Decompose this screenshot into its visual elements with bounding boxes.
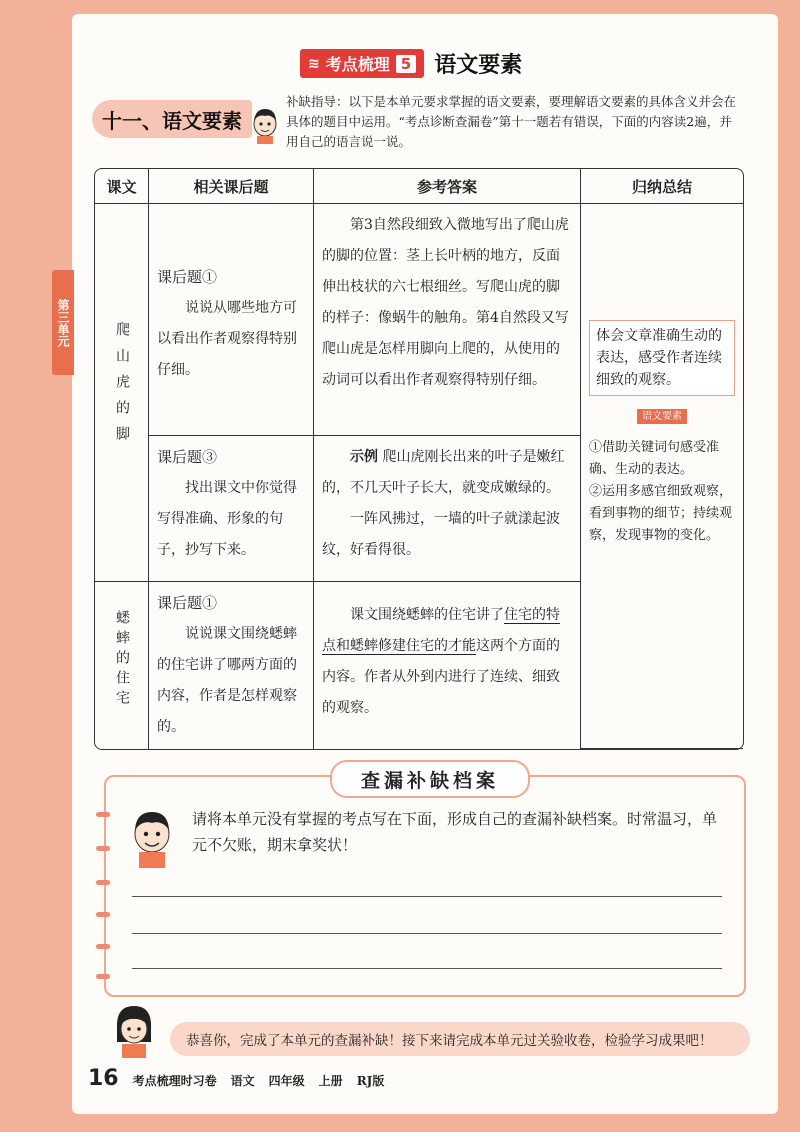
answer-cell	[314, 204, 581, 436]
boy-cartoon-icon	[126, 806, 178, 868]
answer-cell	[314, 582, 581, 749]
unit-side-tab: 第三单元	[52, 270, 74, 375]
lesson-name	[95, 204, 149, 582]
congrats-banner	[170, 1022, 750, 1056]
summary-box: 体会文章准确生动的表达，感受作者连续细致的观察。	[589, 320, 735, 396]
answer-text: 爬山虎刚长出来的叶子是嫩红的，不几天叶子长大，就变成嫩绿的。	[322, 449, 565, 496]
review-instructions: 请将本单元没有掌握的考点写在下面，形成自己的查漏补缺档案。时常温习，单元不欠账，期末拿奖状！	[192, 810, 718, 854]
header-question: 相关课后题	[149, 169, 314, 204]
header-answer: 参考答案	[314, 169, 581, 204]
table-row	[95, 204, 743, 436]
wave-icon: ≋	[308, 55, 320, 72]
example-label: 示例	[350, 449, 378, 465]
topic-label: 十一、语文要素	[92, 100, 252, 138]
grade: 四年级	[268, 1074, 305, 1088]
element-tag: 语文要素	[637, 409, 687, 424]
question-title: 课后题①	[157, 268, 218, 286]
question-cell	[149, 582, 314, 749]
writing-line[interactable]	[132, 968, 722, 969]
header-summary: 归纳总结	[581, 169, 743, 204]
review-title: 查漏补缺档案	[330, 760, 530, 798]
question-text: 说说从哪些地方可以看出作者观察得特别仔细。	[157, 300, 297, 378]
question-text: 说说课文围绕蟋蟀的住宅讲了哪两方面的内容，作者是怎样观察的。	[157, 626, 297, 735]
answer-text-post: 这两个方面的内容。作者从外到内进行了连续、细致的观察。	[322, 638, 560, 716]
subject: 语文	[230, 1074, 255, 1088]
binder-ring	[96, 846, 110, 851]
header-lesson: 课文	[95, 169, 149, 204]
answer-text-2: 一阵风拂过，一墙的叶子就漾起波纹，好看得很。	[322, 511, 560, 558]
answer-text-pre: 课文围绕蟋蟀的住宅讲了	[350, 607, 504, 623]
binder-ring	[96, 944, 110, 949]
boy-cartoon-icon	[248, 104, 282, 144]
answer-cell	[314, 436, 581, 582]
answer-text: 第3自然段细致入微地写出了爬山虎的脚的位置：茎上长叶柄的地方，反面伸出枝状的六七根细丝。写爬山虎的脚的样子：像蜗牛的触角。第4自然段又写爬山虎是怎样用脚向上爬的，从使用的动词可以看出作者观察得特别仔细。	[322, 217, 569, 388]
section-badge	[300, 49, 424, 78]
answer-underlined: 住宅的特点和蟋蟀修建住宅的才能	[322, 607, 560, 654]
lesson-title: 蟋蟀的住宅	[114, 609, 130, 710]
lesson-name	[95, 582, 149, 749]
question-cell	[149, 204, 314, 436]
section-header	[300, 48, 522, 79]
page-number: 16	[88, 1066, 119, 1091]
writing-line[interactable]	[132, 933, 722, 934]
page-footer	[88, 1066, 384, 1091]
badge-label: 考点梳理	[325, 55, 390, 74]
question-cell	[149, 436, 314, 582]
congrats-text: 恭喜你，完成了本单元的查漏补缺！接下来请完成本单元过关验收卷，检验学习成果吧！	[186, 1033, 713, 1049]
girl-cartoon-icon	[112, 1002, 156, 1058]
summary-cell	[581, 204, 743, 749]
badge-number: 5	[396, 55, 416, 73]
book-name: 考点梳理时习卷	[132, 1074, 217, 1088]
question-title: 课后题①	[157, 594, 218, 612]
term: 上册	[318, 1074, 343, 1088]
binder-ring	[96, 912, 110, 917]
question-text: 找出课文中你觉得写得准确、形象的句子，抄写下来。	[157, 480, 297, 558]
section-title: 语文要素	[434, 53, 523, 78]
summary-point-2: ②运用多感官细致观察，看到事物的细节；持续观察，发现事物的变化。	[589, 484, 733, 543]
writing-line[interactable]	[132, 896, 722, 897]
guide-text: 补缺指导：以下是本单元要求掌握的语文要素，要理解语文要素的具体含义并会在具体的题目中运用。“考点诊断查漏卷”第十一题若有错误，下面的内容读2遍，并用自己的语言说一说。	[286, 94, 737, 149]
binder-ring	[96, 974, 110, 979]
table-header-row	[95, 169, 743, 204]
question-title: 课后题③	[157, 448, 218, 466]
summary-point-1: ①借助关键词句感受准确、生动的表达。	[589, 440, 720, 477]
binder-ring	[96, 812, 110, 817]
binder-ring	[96, 880, 110, 885]
knowledge-table	[94, 168, 744, 750]
lesson-title: 爬山虎的脚	[114, 321, 130, 452]
edition: RJ版	[356, 1074, 385, 1088]
